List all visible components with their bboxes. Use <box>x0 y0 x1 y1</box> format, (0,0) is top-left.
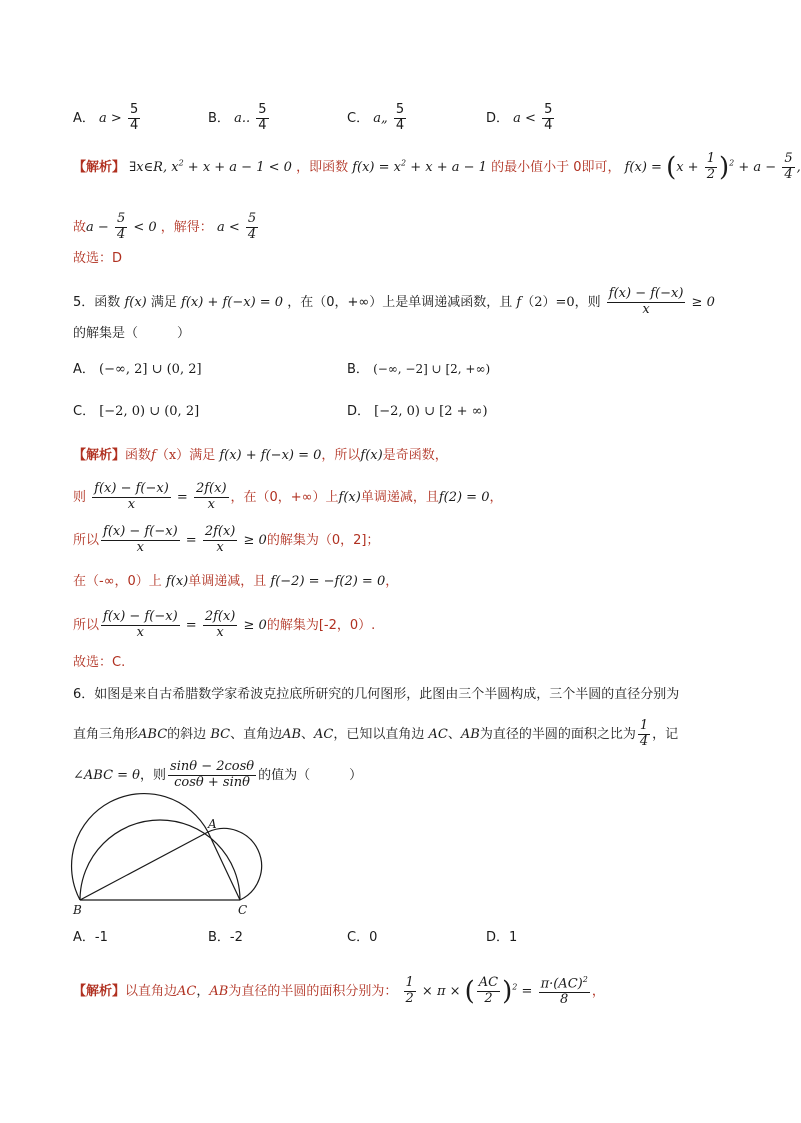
q5-solution-line4: 在（-∞，0）上 f(x)单调递减，且 f(−2) = −f(2) = 0， <box>73 574 399 589</box>
formula: AC <box>177 984 197 1000</box>
fraction: $\frac{5}{4}$ <box>258 102 267 133</box>
formula: $\frac{f(x) - f(-x)}{x}$ = $\frac{2f(x)}{x}$ ≥ 0 <box>103 609 267 640</box>
solution-text: 在（-∞，0）上 <box>73 574 162 589</box>
formula: $f(x) = x^2 + x + a - 1$ <box>352 158 487 175</box>
q5-stem-line2: 的解集是（ ） <box>73 326 191 341</box>
fraction: $\frac{5}{4}$ <box>395 102 405 133</box>
stem-text: 满足 <box>150 294 177 310</box>
q4-solution-line1 <box>73 152 801 183</box>
option-math: (−∞, 2] ∪ (0, 2] <box>99 362 202 377</box>
solution-tag: 【解析】 <box>73 984 126 1000</box>
fraction: $\frac{5}{4}$ <box>544 102 553 133</box>
option-label: D． <box>347 404 371 419</box>
formula: ABC <box>138 726 168 742</box>
solution-tag: 【解析】 <box>73 448 126 463</box>
solution-text: 为直径的半圆的面积分别为： <box>228 984 398 1000</box>
formula: $\frac{1}{4}$ <box>639 718 649 749</box>
point-a-label: A <box>208 817 217 831</box>
stem-text: 为直径的半圆的面积之比为 <box>479 726 636 742</box>
formula: f(x) + f(−x) = 0 <box>181 294 284 310</box>
q4-option-c <box>347 103 408 134</box>
stem-text: 、直角边 <box>230 726 283 742</box>
hippocrates-lune-figure <box>60 800 280 920</box>
formula: $\frac{f(x) - f(-x)}{x}$ = $\frac{2f(x)}{x}$ ≥ 0 <box>103 524 267 555</box>
q6-option-c: C．0 <box>347 930 378 945</box>
stem-text: ，在（0，+∞）上是单调递减函数，且 <box>287 294 513 310</box>
formula: $\frac{1}{2}$ × π × ( $\frac{AC}{2}$ )$^2$ = $\frac{\pi\cdot(AC)^2}{8}$ <box>405 975 588 1008</box>
solution-text: 的解集为[-2，0）. <box>266 617 376 633</box>
stem-text: ，已知以直角边 <box>333 726 425 742</box>
solution-text: 故 <box>73 219 87 235</box>
option-label: A． <box>73 362 95 377</box>
solution-text: 函数 <box>125 448 152 463</box>
semicircle-ab <box>72 794 208 900</box>
formula: $\frac{f(x) - f(-x)}{x}$ ≥ 0 <box>608 286 715 317</box>
option-label: B． <box>208 110 230 126</box>
stem-text: 直角三角形 <box>73 726 139 742</box>
q4-answer: 故选：D <box>73 251 123 266</box>
q6-option-b: B．-2 <box>208 930 243 945</box>
formula: $\frac{f(x) - f(-x)}{x}$ = $\frac{2f(x)}{x}$ <box>94 481 227 512</box>
formula: BC <box>210 726 231 742</box>
solution-text: 以直角边 <box>125 984 178 1000</box>
option-math: [−2, 0) ∪ [2 + ∞) <box>374 404 488 419</box>
formula: ∃x∈R, $x^2 + x + a - 1 < 0$ <box>129 158 292 175</box>
formula: f(x) <box>338 489 361 505</box>
solution-text: 满足 <box>189 448 216 463</box>
solution-text: 的最小值小于 0即可， <box>491 159 621 175</box>
option-math: a.. <box>234 110 251 126</box>
option-label: C． <box>73 404 96 419</box>
solution-text: 单调递减，且 <box>360 489 439 505</box>
solution-text: 所以 <box>73 617 100 633</box>
option-label: C． <box>347 110 370 126</box>
solution-text: ，所以 <box>321 448 361 463</box>
solution-tag: 【解析】 <box>73 159 126 175</box>
formula: f(x) <box>124 294 147 310</box>
question-number: 6． <box>73 687 95 702</box>
point-b-label: B <box>73 903 82 917</box>
q5-solution-line5 <box>73 610 375 641</box>
option-math: a„ <box>373 110 388 126</box>
q5-option-b <box>347 363 490 376</box>
formula: a − $\frac{5}{4}$ < 0 <box>86 211 157 242</box>
formula: f(x) <box>165 574 189 589</box>
q6-option-d: D．1 <box>486 930 518 945</box>
question-number: 5． <box>73 294 95 310</box>
q4-option-a <box>73 103 142 134</box>
stem-text: 如图是来自古希腊数学家希波克拉底所研究的几何图形，此图由三个半圆构成，三个半圆的直径分别为 <box>94 687 680 702</box>
q6-option-a: A．-1 <box>73 930 108 945</box>
option-label: A． <box>73 110 95 126</box>
q5-option-a <box>73 363 202 376</box>
formula: f（x） <box>151 448 190 463</box>
option-label: B． <box>347 362 369 377</box>
option-math: (−∞, −2] ∪ [2, +∞) <box>373 362 491 376</box>
formula: AC <box>314 726 334 742</box>
stem-text: 函数 <box>94 294 121 310</box>
q5-stem-line1 <box>73 287 715 318</box>
stem-text: ，则 <box>140 767 167 783</box>
formula: $\frac{\sin\theta - 2\cos\theta}{\cos\theta + \sin\theta}$ <box>170 759 255 790</box>
q5-solution-line2: 则 $\frac{f(x) - f(-x)}{x}$ = $\frac{2f(x)}{x}$ ，在（0，+∞）上f(x)单调递减，且f(2) = 0， <box>73 481 503 512</box>
q6-stem-line2: 直角三角形ABC的斜边 BC、直角边AB、AC，已知以直角边 AC、AB为直径的半圆的面积之比为 $\frac{1}{4}$ ，记 <box>73 718 679 749</box>
solution-text: 单调递减，且 <box>188 574 267 589</box>
formula: f(x) = (x + $\frac{1}{2}$ )$^2$ + a − $\frac{5}{4}$ , <box>624 151 801 183</box>
q5-answer: 故选：C. <box>73 655 126 670</box>
solution-text: ，解得： <box>160 219 213 235</box>
q6-stem-line3 <box>73 760 362 791</box>
q6-stem-line1 <box>73 688 679 701</box>
q5-option-c <box>73 405 199 418</box>
q5-solution-line1 <box>73 449 448 462</box>
q4-solution-line2 <box>73 212 260 243</box>
line-ab <box>80 832 208 900</box>
formula: f(x) + f(−x) = 0 <box>219 448 322 463</box>
stem-text: 的值为（ ） <box>258 767 363 783</box>
formula: f(2) = 0 <box>438 489 490 505</box>
formula: AB <box>209 984 229 1000</box>
q4-option-d <box>486 103 556 134</box>
stem-text: 的斜边 <box>167 726 207 742</box>
formula: AB <box>282 726 302 742</box>
formula: f（2）=0 <box>516 294 575 310</box>
option-label: D． <box>486 110 510 126</box>
semicircle-bc <box>80 820 240 900</box>
solution-text: 则 <box>73 489 87 505</box>
solution-text: ， <box>591 984 605 1000</box>
stem-text: ，则 <box>574 294 601 310</box>
q6-solution-line1: 【解析】以直角边AC，AB为直径的半圆的面积分别为： $\frac{1}{2}$ × π × ( $\frac{AC}{2}$ )$^2$ = $\frac{\pi\cdot(AC)^2}{8}$ ， <box>73 975 605 1008</box>
formula: f(−2) = −f(2) = 0 <box>270 574 386 589</box>
formula: AC <box>428 726 448 742</box>
formula: AB <box>460 726 480 742</box>
option-math: a > <box>99 110 122 126</box>
solution-text: 的解集为（0，2]； <box>266 532 380 548</box>
solution-text: ，即函数 <box>296 159 349 175</box>
q5-solution-line3 <box>73 525 379 556</box>
fraction: $\frac{5}{4}$ <box>129 102 139 133</box>
q4-option-b <box>208 103 271 134</box>
q5-option-d <box>347 405 488 418</box>
solution-text: 所以 <box>73 532 100 548</box>
formula: a < $\frac{5}{4}$ <box>216 211 257 242</box>
point-c-label: C <box>238 903 248 917</box>
option-math: a < <box>513 110 536 126</box>
solution-text: ，在（0，+∞）上 <box>230 489 339 505</box>
line-ac <box>208 832 240 900</box>
solution-text: 是奇函数， <box>382 448 448 463</box>
formula: ∠ABC = θ <box>73 767 141 783</box>
stem-text: ，记 <box>652 726 679 742</box>
formula: f(x) <box>360 448 383 463</box>
option-math: [−2, 0) ∪ (0, 2] <box>99 404 200 419</box>
